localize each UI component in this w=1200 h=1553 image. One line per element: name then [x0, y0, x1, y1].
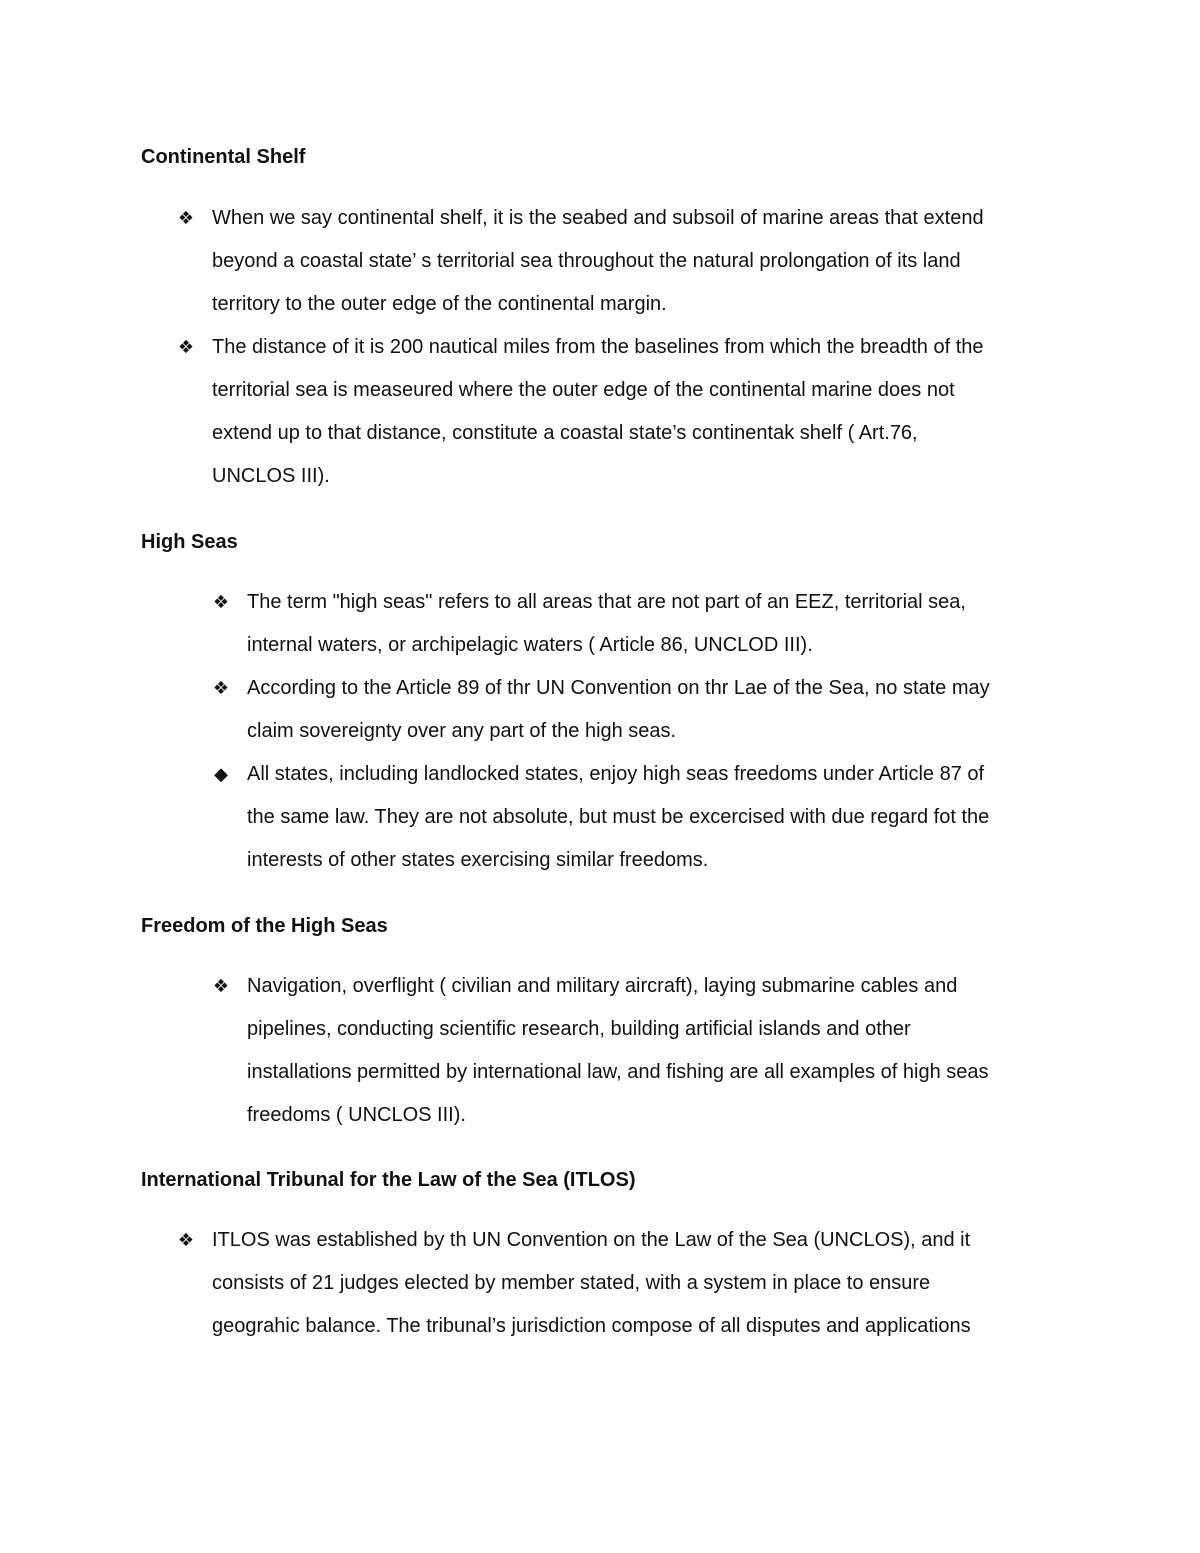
list-item: All states, including landlocked states, enjoy high seas freedoms under Article 87 of the same law. They are not absolute, but must be excercised with due regard fot the interests of other states exercising similar freedoms. [247, 763, 990, 871]
diamond-bullet-icon: ❖ [212, 678, 230, 698]
diamond-bullet-icon: ❖ [177, 208, 195, 228]
heading-freedom-of-the-high-seas: Freedom of the High Seas [141, 915, 388, 937]
list-item: The term "high seas" refers to all areas that are not part of an EEZ, territorial sea, internal waters, or archipelagic waters ( Article 86, UNCLOD III). [247, 591, 966, 656]
heading-high-seas: High Seas [141, 531, 238, 553]
list-item: According to the Article 89 of thr UN Convention on thr Lae of the Sea, no state may claim sovereignty over any part of the high seas. [247, 677, 990, 742]
list-item: When we say continental shelf, it is the seabed and subsoil of marine areas that extend beyond a coastal state’ s territorial sea throughout the natural prolongation of its land territory to the outer edge of the continental margin. [212, 207, 984, 315]
diamond-bullet-icon: ❖ [212, 592, 230, 612]
list-item: The distance of it is 200 nautical miles from the baselines from which the breadth of the territorial sea is measeured where the outer edge of the continental marine does not extend up to that distance, constitute a coastal state’s continentak shelf ( Art.76, UNCLOS III). [212, 336, 984, 487]
list-item: Navigation, overflight ( civilian and military aircraft), laying submarine cables and pipelines, conducting scientific research, building artificial islands and other installations permitted by international law, and fishing are all examples of high seas freedoms ( UNCLOS III). [247, 975, 989, 1126]
diamond-bullet-icon: ❖ [177, 1230, 195, 1250]
diamond-bullet-icon: ❖ [177, 337, 195, 357]
heading-itlos: International Tribunal for the Law of the Sea (ITLOS) [141, 1169, 636, 1191]
diamond-bullet-icon: ❖ [212, 976, 230, 996]
solid-diamond-bullet-icon: ◆ [214, 764, 228, 784]
list-item: ITLOS was established by th UN Convention on the Law of the Sea (UNCLOS), and it consists of 21 judges elected by member stated, with a system in place to ensure geograhic balance. The tribunal’s jurisdiction compose of all disputes and applications [212, 1229, 971, 1337]
heading-continental-shelf: Continental Shelf [141, 146, 306, 168]
